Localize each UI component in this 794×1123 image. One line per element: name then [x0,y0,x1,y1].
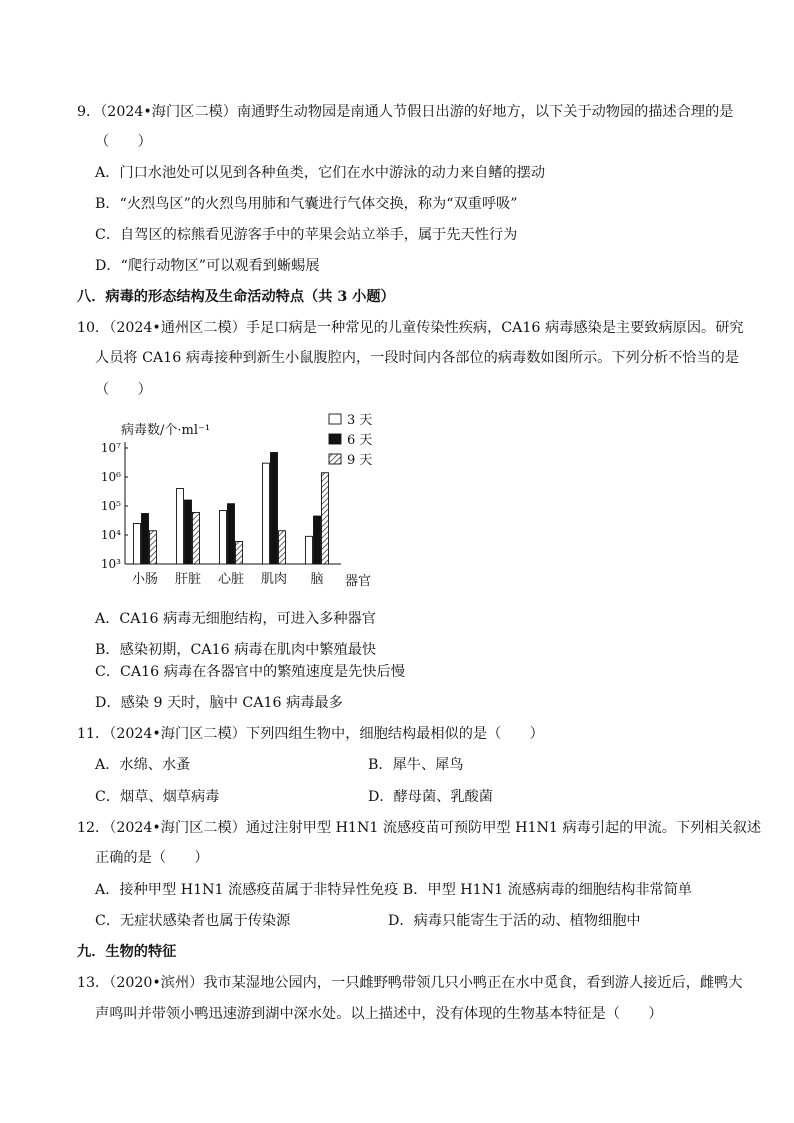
q9-stem-line1: 9．（2024•海门区二模）南通野生动物园是南通人节假日出游的好地方，以下关于动物园的描述合理的是 [77,104,734,120]
bar-小肠-0 [134,523,141,564]
q12-option-d: D．病毒只能寄生于活的动、植物细胞中 [388,913,641,929]
virus-count-bar-chart [95,408,395,590]
q12-option-c: C．无症状感染者也属于传染源 [95,913,291,929]
q11-option-b: B．犀牛、犀鸟 [368,757,464,773]
x-tick-label: 脑 [310,572,324,587]
q9-option-b: B．“火烈鸟区”的火烈鸟用肺和气囊进行气体交换，称为“双重呼吸” [95,196,518,212]
y-tick-label: 10⁷ [100,441,121,455]
bar-肌肉-2 [279,531,286,564]
bar-脑-1 [314,516,321,564]
x-tick-label: 小肠 [131,572,159,587]
y-tick-label: 10⁴ [100,528,121,542]
legend-swatch-0 [329,414,341,424]
section-heading-9: 九．生物的特征 [77,944,177,960]
bar-肝脏-1 [185,500,192,564]
q9-stem-line2: （ ） [95,134,152,150]
q10-stem-line3: （ ） [95,382,152,398]
q9-option-d: D．“爬行动物区”可以观看到蜥蜴展 [95,258,320,274]
q12-option-ab: A．接种甲型 H1N1 流感疫苗属于非特异性免疫 B．甲型 H1N1 流感病毒的细胞结构非常简单 [95,882,693,898]
q11-option-a: A．水绵、水蚤 [95,757,191,773]
legend-swatch-2 [329,454,341,464]
bar-肌肉-1 [271,452,278,564]
q12-stem-line2: 正确的是（ ） [95,850,209,866]
q11-stem: 11．（2024•海门区二模）下列四组生物中，细胞结构最相似的是（ ） [77,726,544,742]
y-tick-label: 10⁵ [100,499,121,513]
q10-option-c: C．CA16 病毒在各器官中的繁殖速度是先快后慢 [95,664,405,680]
q9-option-c: C．自驾区的棕熊看见游客手中的苹果会站立举手，属于先天性行为 [95,227,518,243]
q13-stem-line2: 声鸣叫并带领小鸭迅速游到湖中深水处。以上描述中，没有体现的生物基本特征是（ ） [95,1006,663,1022]
y-axis-label: 病毒数/个·ml⁻¹ [121,423,211,438]
q11-option-c: C．烟草、烟草病毒 [95,789,220,805]
q13-stem-line1: 13．（2020•滨州）我市某湿地公园内，一只雌野鸭带领几只小鸭正在水中觅食，看到游人接近后，雌鸭大 [77,975,743,991]
q10-option-b: B．感染初期，CA16 病毒在肌肉中繁殖最快 [95,642,377,658]
bar-肝脏-2 [193,512,200,564]
x-tick-label: 肝脏 [174,572,202,587]
bar-心脏-2 [236,541,243,564]
q10-stem-line2: 人员将 CA16 病毒接种到新生小鼠腹腔内，一段时间内各部位的病毒数如图所示。下列分析不恰当的是 [95,350,740,366]
legend-label: 6 天 [347,433,373,448]
x-axis-label: 器官 [345,574,372,589]
bar-心脏-0 [220,510,227,564]
x-tick-label: 心脏 [217,572,245,587]
bar-肝脏-0 [177,489,184,564]
q10-option-a: A．CA16 病毒无细胞结构，可进入多种器官 [95,611,376,627]
bar-小肠-1 [142,514,149,564]
section-heading-8: 八．病毒的形态结构及生命活动特点（共 3 小题） [77,289,395,305]
legend-swatch-1 [329,434,341,444]
bar-脑-2 [322,473,329,564]
q11-option-d: D．酵母菌、乳酸菌 [368,789,493,805]
bar-心脏-1 [228,504,235,564]
q10-stem-line1: 10．（2024•通州区二模）手足口病是一种常见的儿童传染性疾病，CA16 病毒感染是主要致病原因。研究 [77,320,744,336]
q12-stem-line1: 12．（2024•海门区二模）通过注射甲型 H1N1 流感疫苗可预防甲型 H1N1 病毒引起的甲流。下列相关叙述 [77,820,762,836]
y-tick-label: 10³ [100,557,121,571]
legend-label: 3 天 [347,413,373,428]
bar-脑-0 [306,536,313,564]
x-tick-label: 肌肉 [260,572,288,587]
q10-option-d: D．感染 9 天时，脑中 CA16 病毒最多 [95,695,343,711]
bar-小肠-2 [150,531,157,564]
legend-label: 9 天 [347,453,373,468]
bar-肌肉-0 [263,463,270,564]
q9-option-a: A．门口水池处可以见到各种鱼类，它们在水中游泳的动力来自鳍的摆动 [95,165,546,181]
y-tick-label: 10⁶ [100,470,121,484]
